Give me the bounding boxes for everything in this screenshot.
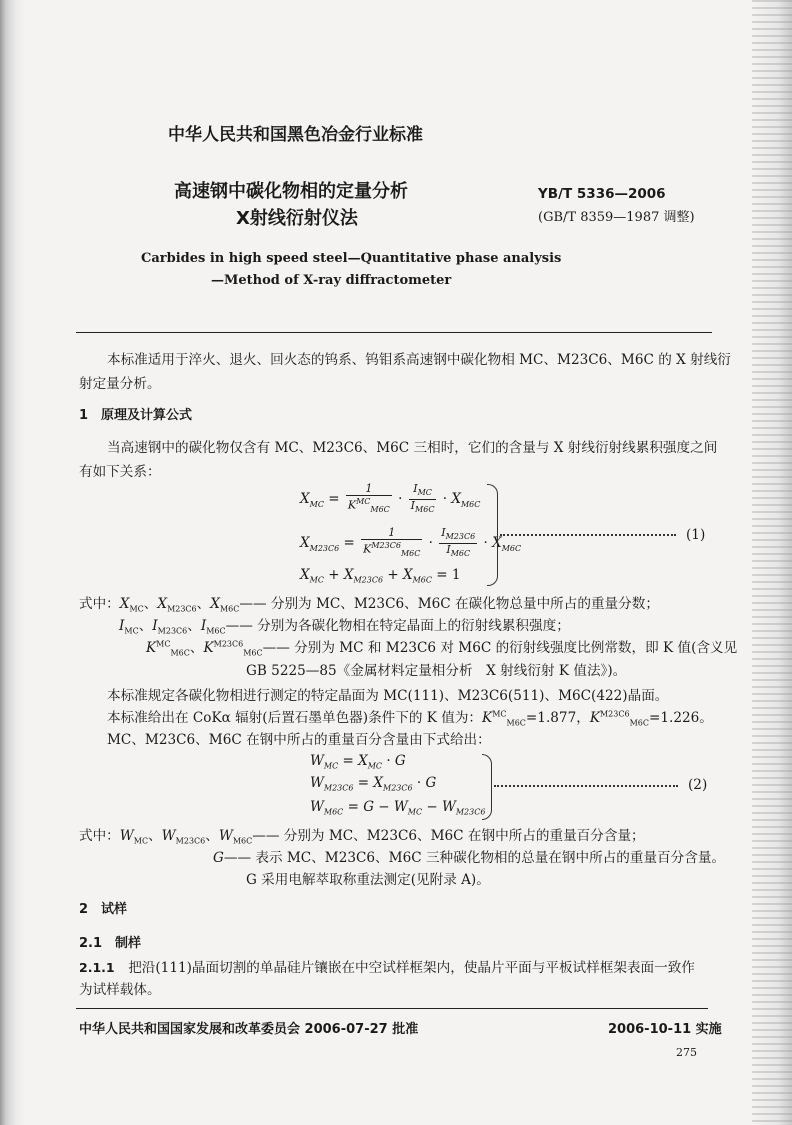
- header-rule: [76, 332, 712, 333]
- where1-line2: $I_{MC}$、$I_{M23C6}$、$I_{M6C}——$ 分别为各碳化物相在特定晶面上的衍射线累积强度；: [119, 618, 570, 636]
- where1-line3: $K^{MC}_{M6C}$、$K^{M23C6}_{M6C}——$ 分别为 MC 和 M23C6 对 M6C 的衍射线强度比例常数，即 K 值(含义见: [146, 639, 738, 658]
- where2-line2-text: —— 表示 MC、M23C6、M6C 三种碳化物相的总量在钢中所占的重量百分含量。: [223, 850, 726, 866]
- equation-1c: $X_{MC} + X_{M23C6} + X_{M6C} = 1$: [300, 567, 461, 585]
- where2-line3: G 采用电解萃取称重法测定(见附录 A)。: [246, 872, 490, 888]
- equation-1-leader: [500, 534, 676, 536]
- where2-line1: 式中：$W_{MC}$、$W_{M23C6}$、$W_{M6C}——$ 分别为 MC、M23C6、M6C 在钢中所占的重量百分含量；: [79, 828, 645, 846]
- title-cn-line1: 高速钢中碳化物相的定量分析: [174, 181, 408, 202]
- equation-2-leader: [494, 785, 678, 787]
- section2-item-number: 2.1.1: [79, 960, 115, 975]
- section1-para2: 本标准规定各碳化物相进行测定的特定晶面为 MC(111)、M23C6(511)、M6C(422)晶面。: [107, 688, 669, 704]
- section1-para3: 本标准给出在 CoKα 辐射(后置石墨单色器)条件下的 K 值为：$K^{MC}_{M6C}=1.877$，$K^{M23C6}_{M6C}=1.226$。: [107, 709, 713, 728]
- title-en-line2: —Method of X-ray diffractometer: [211, 273, 452, 288]
- where1-line3-text: —— 分别为 MC 和 M23C6 对 M6C 的衍射线强度比例常数，即 K 值(含义见: [262, 640, 738, 656]
- section2-item-line1: [79, 956, 695, 976]
- where1-line4: GB 5225—85《金属材料定量相分析 X 射线衍射 K 值法》)。: [246, 663, 627, 679]
- intro-line2: 射定量分析。: [79, 376, 161, 392]
- section2-subheading: 2.1 制样: [79, 936, 142, 951]
- k-value-mc: =1.877: [525, 710, 577, 726]
- standard-replaces: (GB/T 8359—1987 调整): [538, 210, 695, 225]
- equation-2-brace: [482, 754, 492, 820]
- where1-line2-text: —— 分别为各碳化物相在特定晶面上的衍射线累积强度；: [225, 618, 570, 634]
- organization-standard: 中华人民共和国黑色冶金行业标准: [168, 125, 423, 145]
- equation-2a: $W_{MC} = X_{MC} \cdot G$: [310, 753, 406, 771]
- where2-line1-text: —— 分别为 MC、M23C6、M6C 在钢中所占的重量百分含量；: [252, 828, 645, 844]
- section1-para-line1: 当高速钢中的碳化物仅含有 MC、M23C6、M6C 三相时，它们的含量与 X 射线衍射线累积强度之间: [107, 440, 718, 456]
- footer-rule: [76, 1008, 708, 1009]
- equation-2c: $W_{M6C} = G - W_{MC} - W_{M23C6}$: [310, 799, 486, 817]
- title-cn-line2: X射线衍射仪法: [236, 208, 358, 229]
- equation-1a: $X_{MC}$ = $\frac{1}{K^{MC}_{M6C}}$ · $\frac{I_{MC}}{I_{M6C}}$ · $X_{M6C}$: [300, 482, 481, 515]
- equation-1b: $X_{M23C6}$ = $\frac{1}{K^{M23C6}_{M6C}}$ · $\frac{I_{M23C6}}{I_{M6C}}$ · $X_{M6C}$: [300, 526, 522, 559]
- section1-para-line2: 有如下关系：: [79, 464, 161, 480]
- equation-1-number: (1): [686, 527, 706, 543]
- scan-left-edge: [0, 0, 26, 1125]
- section2-item-line1-text: 把沿(111)晶面切割的单晶硅片镶嵌在中空试样框架内，使晶片平面与平板试样框架表面一致作: [128, 960, 695, 976]
- footer-approval: 中华人民共和国国家发展和改革委员会 2006-07-27 批准: [79, 1022, 419, 1037]
- section2-heading: 2 试样: [79, 902, 128, 917]
- standard-code: YB/T 5336—2006: [538, 186, 666, 202]
- intro-line1: 本标准适用于淬火、退火、回火态的钨系、钨钼系高速钢中碳化物相 MC、M23C6、M6C 的 X 射线衍: [107, 352, 731, 368]
- equation-2-number: (2): [688, 777, 708, 793]
- where1-line1-text: —— 分别为 MC、M23C6、M6C 在碳化物总量中所占的重量分数；: [239, 596, 659, 612]
- section2-item-line2: 为试样载体。: [79, 982, 161, 998]
- footer-implementation: 2006-10-11 实施: [608, 1022, 722, 1037]
- scan-right-edge: [752, 0, 792, 1125]
- title-en-line1: Carbides in high speed steel—Quantitative phase analysis: [141, 251, 562, 266]
- k-value-m23c6: =1.226。: [648, 710, 713, 726]
- where2-line2: G—— 表示 MC、M23C6、M6C 三种碳化物相的总量在钢中所占的重量百分含量。: [213, 850, 726, 866]
- section1-para3-text: 本标准给出在 CoKα 辐射(后置石墨单色器)条件下的 K 值为：: [107, 710, 483, 726]
- equation-2b: $W_{M23C6} = X_{M23C6} \cdot G$: [310, 775, 437, 793]
- section1-heading: 1 原理及计算公式: [79, 408, 193, 423]
- equation-1-brace: [487, 484, 498, 586]
- page-number: 275: [676, 1046, 697, 1059]
- section1-para4: MC、M23C6、M6C 在钢中所占的重量百分含量由下式给出：: [107, 732, 491, 748]
- where1-line1: 式中：$X_{MC}$、$X_{M23C6}$、$X_{M6C}——$ 分别为 MC、M23C6、M6C 在碳化物总量中所占的重量分数；: [79, 596, 659, 614]
